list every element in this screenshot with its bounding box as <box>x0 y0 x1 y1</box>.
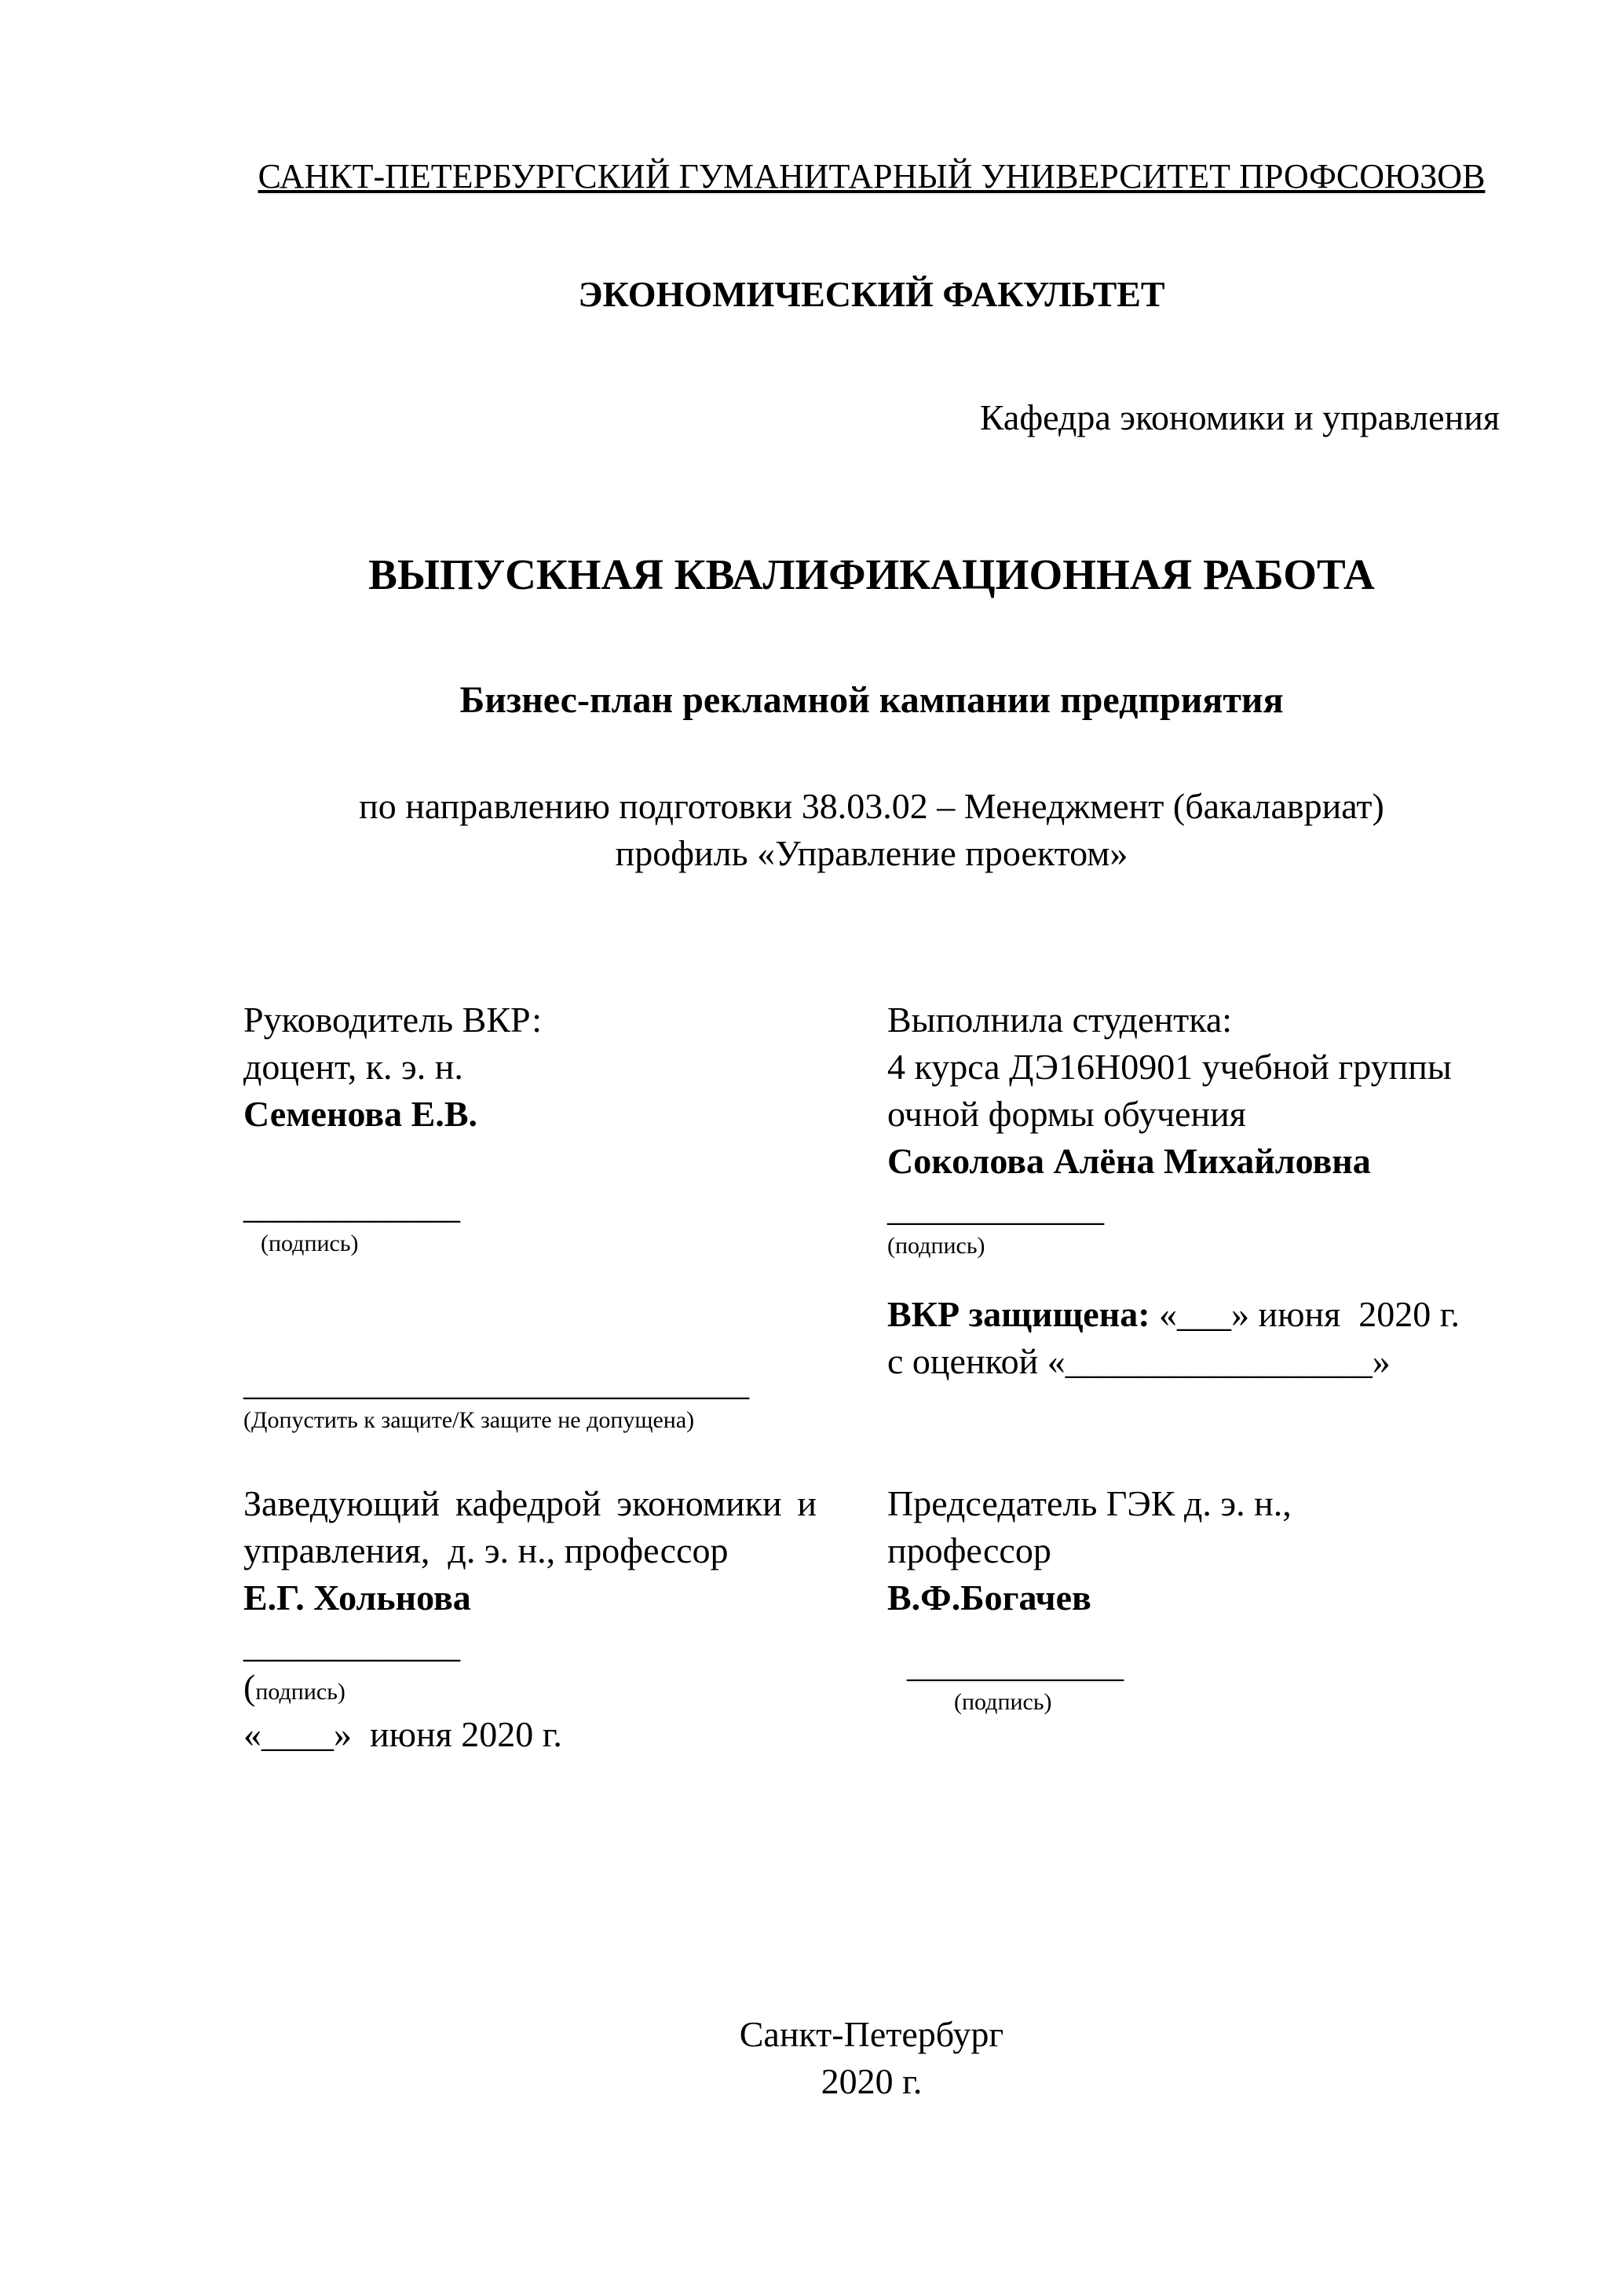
student-block <box>887 996 1500 1260</box>
footer-block <box>243 2011 1500 2105</box>
defense-defended-value: «___» июня 2020 г. <box>1150 1294 1460 1334</box>
gek-chair-block <box>887 1480 1500 1717</box>
student-signature-caption: (подпись) <box>887 1233 985 1259</box>
student-form-line: очной формы обучения <box>887 1094 1246 1134</box>
head-caption-text: подпись) <box>255 1679 345 1705</box>
student-group-line: 4 курса ДЭ16Н0901 учебной группы <box>887 1047 1452 1087</box>
defense-row <box>243 1291 1500 1435</box>
footer-city: Санкт-Петербург <box>739 2014 1004 2054</box>
head-date-line: «____» июня 2020 г. <box>243 1714 562 1754</box>
head-caption-paren: ( <box>243 1667 256 1707</box>
admission-caption: (Допустить к защите/К защите не допущена) <box>243 1407 695 1433</box>
admission-signature-line: ____________________________ <box>243 1362 749 1402</box>
gek-signature-caption: (подпись) <box>954 1689 1052 1715</box>
student-label: Выполнила студентка: <box>887 1000 1233 1040</box>
head-of-department-block <box>243 1480 817 1758</box>
faculty-name: ЭКОНОМИЧЕСКИЙ ФАКУЛЬТЕТ <box>578 274 1165 314</box>
work-title: Бизнес-план рекламной кампании предприятия <box>459 679 1284 721</box>
gek-signature-line: ____________ <box>907 1644 1124 1684</box>
university-name: САНКТ-ПЕТЕРБУРГСКИЙ ГУМАНИТАРНЫЙ УНИВЕРСИТЕТ ПРОФСОЮЗОВ <box>258 157 1486 196</box>
program-line-2: профиль «Управление проектом» <box>615 833 1128 873</box>
supervisor-signature-line: ____________ <box>243 1186 460 1226</box>
head-label-line-2: управления, д. э. н., профессор <box>243 1530 729 1570</box>
head-label-line-1: Заведующий кафедрой экономики и <box>243 1483 817 1523</box>
head-signature-caption <box>243 1669 817 1711</box>
defense-defended-label: ВКР защищена: <box>887 1294 1150 1334</box>
work-type-heading: ВЫПУСКНАЯ КВАЛИФИКАЦИОННАЯ РАБОТА <box>368 550 1375 598</box>
gek-chair-name: В.Ф.Богачев <box>887 1578 1091 1618</box>
defense-block <box>887 1291 1500 1385</box>
signatures-row-1 <box>243 996 1500 1260</box>
footer-year: 2020 г. <box>821 2061 923 2101</box>
supervisor-block <box>243 996 817 1258</box>
defense-grade-line: с оценкой «_________________» <box>887 1341 1391 1381</box>
supervisor-signature-caption: (подпись) <box>261 1230 359 1256</box>
signatures-row-2 <box>243 1480 1500 1758</box>
gek-label-line-1: Председатель ГЭК д. э. н., <box>887 1483 1292 1523</box>
head-signature-line: ____________ <box>243 1625 460 1665</box>
student-signature-line: ____________ <box>887 1188 1104 1228</box>
supervisor-role-label: Руководитель ВКР: <box>243 1000 543 1040</box>
department-name: Кафедра экономики и управления <box>979 397 1500 437</box>
defense-date-line <box>887 1291 1500 1338</box>
head-name: Е.Г. Хольнова <box>243 1578 471 1618</box>
student-name: Соколова Алёна Михайловна <box>887 1141 1371 1181</box>
admission-block <box>243 1291 817 1435</box>
gek-label-line-2: профессор <box>887 1530 1051 1570</box>
program-block <box>243 783 1500 877</box>
supervisor-name: Семенова Е.В. <box>243 1094 478 1134</box>
supervisor-degree: доцент, к. э. н. <box>243 1047 463 1087</box>
program-line-1: по направлению подготовки 38.03.02 – Менеджмент (бакалавриат) <box>359 786 1384 826</box>
